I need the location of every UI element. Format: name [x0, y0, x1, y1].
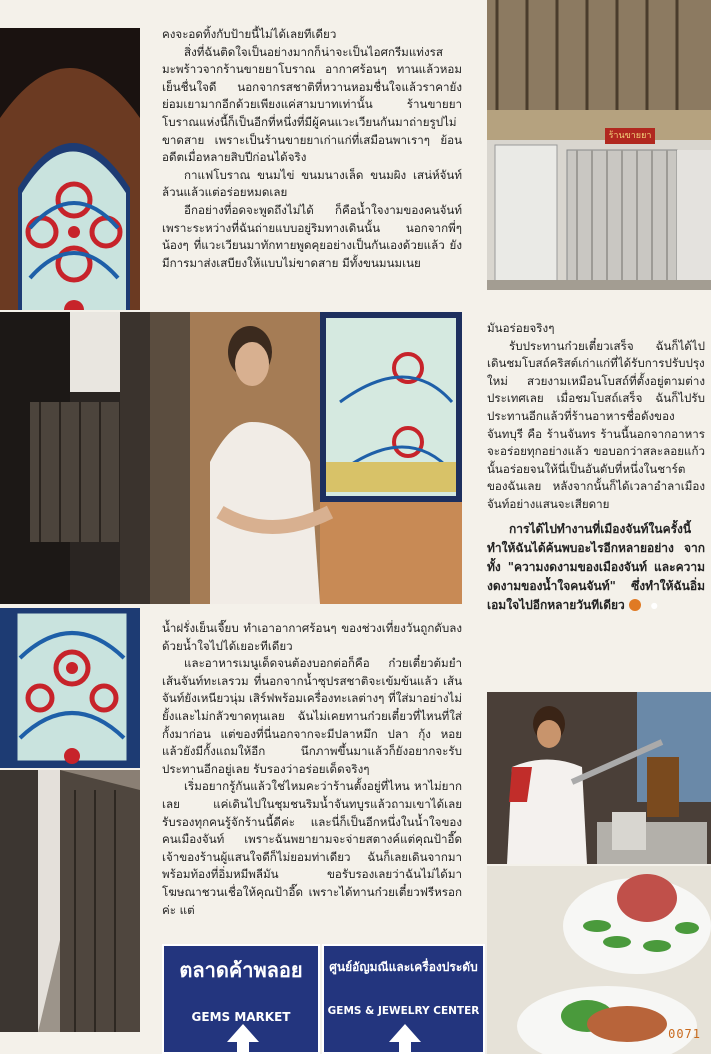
old-pharmacy-shop-photo	[487, 0, 711, 290]
paragraph: สิ่งที่ฉันติดใจเป็นอย่างมากก็น่าจะเป็นไอศกรีมแท่งรสมะพร้าวจากร้านขายยาโบราณ อากาศร้อนๆ ทานแล้วหอมเย็นชื่นใจดี นอกจากรสชาติที่หวานหอมชื่นใจแล้วราคายังย่อมเยามากอีกด้วยเพียงแค่สามบาทเท่านั้น ร้านขายยาโบราณแห่งนี้ก็เป็นอีกที่หนึ่งที่มีผู้คนแวะเวียนกันมาถ่ายรูปไม่ขาดสาย เพราะเป็นร้านขายยาเก่าแก่ที่เสมือนพาเราๆ ย้อนอดีตเมื่อหลายสิบปีก่อนได้จริง	[162, 44, 462, 165]
noodle-vendor-photo	[487, 692, 711, 864]
bullet-icon: ●	[629, 599, 641, 611]
arrow-up-icon	[223, 1022, 263, 1052]
article-column-right	[487, 320, 705, 615]
wooden-houses-photo	[0, 312, 190, 604]
paragraph: กาแฟโบราณ ขนมไข่ ขนมนางเล็ด ขนมผิง เสน่ห์จันท์ ล้วนแล้วแต่อร่อยหมดเลย	[162, 167, 462, 200]
paragraph: และอาหารเมนูเด็ดจนต้องบอกต่อก็คือ ก๋วยเตี๋ยวต้มยำเส้นจันท์ทะเลรวม ที่นอกจากน้ำซุปรสชาติจะเข้มข้นแล้ว เส้นจันท์ยังเหนียวนุ่ม เสิร์ฟพร้อมเครื่องทะเลต่างๆ ที่ใส่มาอย่างไม่ยั้งและไม่กลัวขาดทุนเลย ฉันไม่เคยทานก๋วยเตี๋ยวที่ไหนที่ใส่กั้งมาก่อน แต่ของที่นี่นอกจากจะมีปลาหมึก ปลา กุ้ง หอย แล้วยังมีกั้งแถมให้อีก นึกภาพขึ้นมาแล้วก็ยังอยากจะรับประทานอีกอยู่เลย รับรองว่าอร่อยเด็ดจริงๆ	[162, 656, 462, 776]
sign-english-label: GEMS MARKET	[191, 1010, 291, 1024]
paragraph: เริ่มอยากรู้กันแล้วใช่ไหมคะว่าร้านตั้งอยู่ที่ไหน หาไม่ยากเลย แค่เดินไปในชุมชนริมน้ำจันทบูรแล้วถามเขาได้เลย รับรองทุกคนรู้จักร้านนี้ดีค่ะ และนี่ก็เป็นอีกหนึ่งในน้ำใจของคนเมืองจันท์ เพราะฉันพยายามจะจ่ายสตางค์แต่คุณป้าอี๊ดเจ้าของร้านผู้แสนใจดีก็ไม่ยอมท่าเดียว ฉันก็เลยเดินจากมาพร้อมท้องที่อิ่มหมีพลีมัน ขอรับรองเลยว่าฉันไม่ได้มาโฆษณาชวนเชื่อให้คุณป้าอี๊ด เพราะได้ทานก๋วยเตี๋ยวฟรีหรอกค่ะ แต่	[162, 779, 462, 917]
paragraph: มันอร่อยจริงๆ	[487, 321, 555, 335]
old-alley-photo	[0, 770, 140, 1032]
closing-text: การได้ไปทำงานที่เมืองจันท์ในครั้งนี้ ทำให้ฉันได้ค้นพบอะไรอีกหลายอย่าง จากทั้ง "ความงดงามของเมืองจันท์ และความงดงามของน้ำใจคนจันท์" ซึ่งทำให้ฉันอิ่มเอมใจไปอีกหลายวันทีเดียว	[487, 521, 705, 612]
stained-glass-detail-photo	[0, 608, 140, 768]
gems-jewelry-center-sign	[322, 944, 485, 1054]
article-column-top	[162, 26, 462, 272]
sign-thai-label: ศูนย์อัญมณีและเครื่องประดับ	[329, 960, 478, 974]
woman-by-window-photo	[190, 312, 462, 604]
sign-thai-label: ตลาดค้าพลอย	[179, 958, 303, 982]
page-number: 0071	[668, 1027, 701, 1041]
arrow-up-icon	[385, 1022, 425, 1052]
stained-glass-window-photo	[0, 28, 140, 310]
paragraph: รับประทานก๋วยเตี๋ยวเสร็จ ฉันก็ได้ไปเดินชมโบสถ์คริสต์เก่าแก่ที่ได้รับการปรับปรุงใหม่ สวยงามเหมือนโบสถ์ที่ตั้งอยู่ตามต่างประเทศเลย เมื่อชมโบสถ์เสร็จ ฉันก็ไปรับประทานอีกแล้วที่ร้านอาหารชื่อดังของจันทบุรี คือ ร้านจันทร ร้านนี้นอกจากอาหารจะอร่อยทุกอย่างแล้ว ขอบอกว่าสละลอยแก้วนั้นอร่อยจนให้นี่เป็นอันดับที่หนึ่งในชาร์ตของฉันเลย หลังจากนั้นก็ได้เวลาอำลาเมืองจันท์อย่างแสนจะเสียดาย	[487, 338, 705, 511]
shop-sign: ร้านขายยา	[605, 128, 655, 144]
article-column-bottom	[162, 620, 462, 919]
paragraph: น้ำฝรั่งเย็นเจี๊ยบ ทำเอาอากาศร้อนๆ ของช่วงเที่ยงวันถูกดับลงด้วยน้ำใจไปได้เยอะทีเดียว	[162, 621, 462, 653]
closing-paragraph	[487, 520, 705, 615]
sign-english-label: GEMS & JEWELRY CENTER	[327, 1005, 480, 1017]
seafood-dish-photo	[487, 866, 711, 1054]
gems-market-sign	[162, 944, 320, 1054]
paragraph: อีกอย่างที่อดจะพูดถึงไม่ได้ ก็คือน้ำใจงามของคนจันท์ เพราะระหว่างที่ฉันถ่ายแบบอยู่ริมทางเดินนั้น นอกจากพี่ๆ น้องๆ ที่แวะเวียนมาทักทายพูดคุยอย่างเป็นกันเองด้วยแล้ว ยังมีการมาส่งเสบียงให้แบบไม่ขาดสาย มีทั้งขนมนมเนย	[162, 202, 462, 270]
paragraph: คงจะอดทิ้งกับป้ายนี้ไม่ได้เลยทีเดียว	[162, 27, 337, 41]
